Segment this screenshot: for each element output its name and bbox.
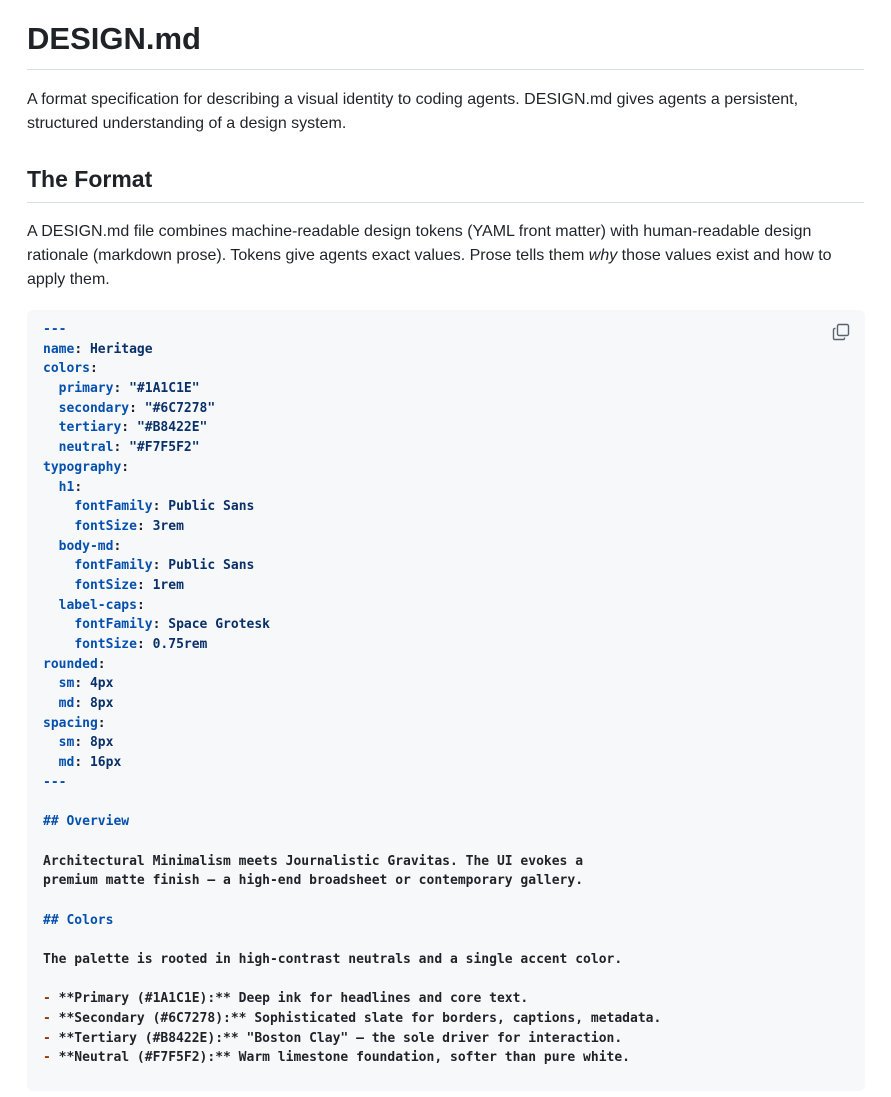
code-line	[43, 812, 849, 832]
code-token: :	[74, 676, 90, 692]
code-token: colors	[43, 361, 90, 377]
code-token	[43, 539, 59, 554]
code-token: md	[58, 696, 75, 712]
code-token: :	[152, 499, 169, 515]
code-token: **Tertiary (#B8422E):** "Boston Clay" — the sole driver for interaction.	[50, 1030, 623, 1046]
section-heading: The Format	[27, 164, 864, 203]
code-token: :	[121, 420, 137, 436]
code-token: Public Sans	[168, 558, 255, 574]
code-line	[43, 379, 849, 399]
code-token	[43, 519, 74, 534]
code-line	[43, 399, 849, 419]
code-token: ---	[43, 774, 67, 790]
code-token: :	[136, 597, 145, 613]
code-line	[43, 576, 849, 596]
code-line	[43, 497, 849, 517]
code-token: sm	[58, 676, 75, 692]
intro-paragraph: A format specification for describing a visual identity to coding agents. DESIGN.md gives agents a persistent, structured understanding of a design system.	[27, 91, 799, 132]
code-token: Heritage	[89, 341, 153, 357]
code-token: 4px	[89, 676, 114, 692]
code-token: :	[152, 617, 169, 633]
code-token: label-caps	[58, 597, 137, 613]
code-token	[43, 637, 74, 652]
code-token	[43, 617, 74, 632]
format-paragraph-tail: those values exist and how to apply them.	[27, 247, 832, 288]
code-token: fontFamily	[74, 558, 153, 574]
code-token: fontSize	[74, 518, 137, 534]
code-token: "#6C7278"	[144, 400, 216, 416]
code-token: "#F7F5F2"	[129, 440, 200, 456]
code-line	[43, 635, 849, 655]
code-line	[43, 970, 849, 990]
code-line	[43, 320, 849, 340]
code-token: body-md	[58, 538, 114, 554]
code-line	[43, 418, 849, 438]
code-token	[43, 676, 59, 691]
code-token: fontSize	[74, 577, 137, 593]
code-line	[43, 930, 849, 950]
code-token: -	[43, 1050, 51, 1066]
code-token	[43, 401, 59, 416]
code-token: "#B8422E"	[136, 420, 208, 436]
code-token: -	[43, 1011, 51, 1027]
code-block	[27, 310, 865, 1091]
code-line	[43, 478, 849, 498]
code-line	[43, 714, 849, 734]
code-line	[43, 458, 849, 478]
code-token: :	[113, 381, 130, 397]
code-token: fontFamily	[74, 617, 153, 633]
code-line	[43, 1048, 849, 1068]
code-token: :	[89, 361, 98, 377]
code-line	[43, 556, 849, 576]
page-title: DESIGN.md	[27, 0, 864, 70]
code-token	[43, 499, 74, 514]
code-token	[43, 735, 59, 750]
code-token: **Secondary (#6C7278):** Sophisticated slate for borders, captions, metadata.	[50, 1011, 662, 1027]
code-token: tertiary	[58, 420, 122, 436]
code-line	[43, 537, 849, 557]
code-token: "#1A1C1E"	[129, 381, 200, 397]
code-token: 3rem	[152, 518, 184, 534]
code-token	[43, 578, 74, 593]
code-token	[43, 598, 59, 613]
code-token: secondary	[58, 400, 130, 416]
code-token: 8px	[89, 735, 114, 751]
code-line	[43, 832, 849, 852]
format-paragraph-emphasis: why	[588, 247, 618, 264]
format-paragraph	[27, 220, 864, 292]
code-token: fontSize	[74, 637, 137, 652]
code-token: :	[74, 341, 90, 357]
code-token: 1rem	[152, 577, 184, 593]
code-token: typography	[43, 459, 122, 475]
code-token	[43, 381, 59, 396]
code-content	[43, 320, 849, 1068]
code-line	[43, 694, 849, 714]
code-line	[43, 733, 849, 753]
code-token: :	[136, 518, 153, 534]
code-token: :	[113, 440, 130, 456]
code-token: premium matte finish — a high-end broadsheet or contemporary gallery.	[43, 873, 584, 889]
code-token: :	[121, 459, 130, 475]
code-token: ## Colors	[43, 912, 114, 928]
code-token	[43, 420, 59, 435]
code-token: :	[74, 755, 90, 771]
code-token	[43, 480, 59, 495]
code-token: Public Sans	[168, 499, 255, 515]
code-line	[43, 1029, 849, 1049]
code-line	[43, 852, 849, 872]
code-token: 8px	[89, 696, 114, 712]
code-token: **Primary (#1A1C1E):** Deep ink for headlines and core text.	[50, 991, 529, 1007]
code-line	[43, 871, 849, 891]
code-token: md	[58, 755, 75, 771]
code-line	[43, 340, 849, 360]
code-token: 0.75rem	[152, 637, 208, 652]
code-token: :	[74, 479, 83, 495]
code-line	[43, 674, 849, 694]
code-line	[43, 1009, 849, 1029]
code-line	[43, 989, 849, 1009]
code-line	[43, 655, 849, 675]
code-token: :	[74, 696, 90, 712]
code-line	[43, 911, 849, 931]
code-token: :	[97, 715, 106, 731]
code-token: spacing	[43, 715, 98, 731]
code-line	[43, 773, 849, 793]
code-token: ## Overview	[43, 814, 130, 830]
code-token	[43, 558, 74, 573]
code-token: 16px	[89, 755, 122, 771]
code-token: :	[113, 538, 122, 554]
code-token: The palette is rooted in high-contrast neutrals and a single accent color.	[43, 952, 623, 967]
code-line	[43, 950, 849, 970]
code-token: primary	[58, 381, 114, 397]
code-token: :	[152, 558, 169, 574]
code-line	[43, 753, 849, 773]
code-token: :	[129, 400, 145, 416]
code-token: :	[74, 735, 90, 751]
code-line	[43, 517, 849, 537]
code-token	[43, 440, 59, 455]
code-token: neutral	[58, 440, 114, 456]
code-token: fontFamily	[74, 499, 153, 515]
copy-button[interactable]	[831, 322, 851, 342]
code-token: :	[136, 577, 153, 593]
code-token: -	[43, 991, 51, 1007]
code-line	[43, 359, 849, 379]
code-token: Architectural Minimalism meets Journalistic Gravitas. The UI evokes a	[43, 853, 584, 869]
format-paragraph-text: A DESIGN.md file combines machine-readable design tokens (YAML front matter) with human-readable design rationale (markdown prose). Tokens give agents exact values. Prose tells them	[27, 223, 812, 264]
code-line	[43, 596, 849, 616]
code-token	[43, 696, 59, 711]
code-token: name	[43, 341, 75, 357]
code-token: :	[136, 637, 153, 652]
code-token: sm	[58, 735, 75, 751]
code-token: h1	[58, 479, 75, 495]
code-line	[43, 438, 849, 458]
code-token: -	[43, 1030, 51, 1046]
copy-icon	[831, 322, 851, 342]
code-line	[43, 891, 849, 911]
code-token: **Neutral (#F7F5F2):** Warm limestone foundation, softer than pure white.	[50, 1050, 631, 1066]
code-token: rounded	[43, 656, 98, 672]
code-line	[43, 793, 849, 813]
code-token: ---	[43, 322, 67, 337]
code-token: Space Grotesk	[168, 617, 270, 633]
code-token: :	[97, 656, 106, 672]
code-line	[43, 615, 849, 635]
code-token	[43, 755, 59, 770]
